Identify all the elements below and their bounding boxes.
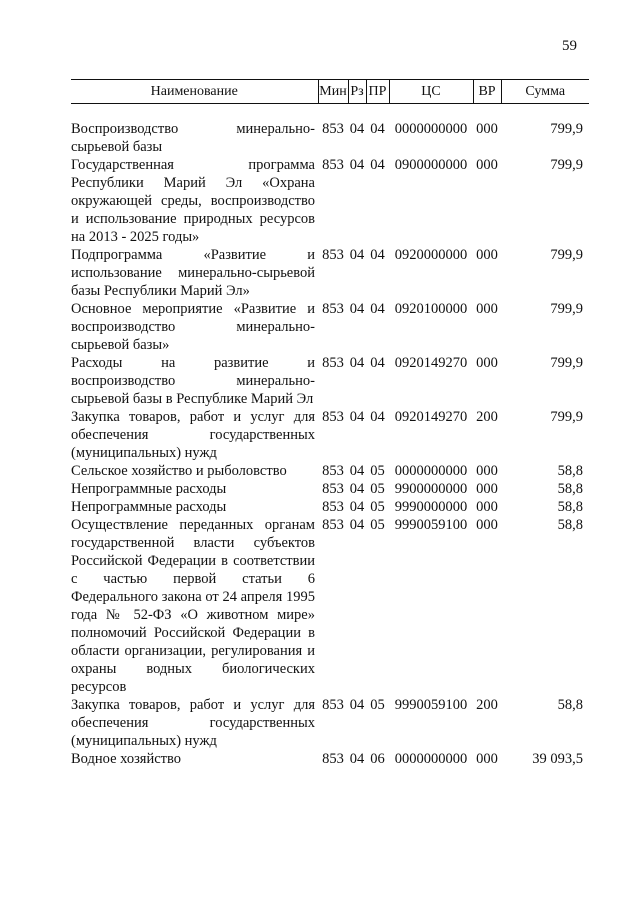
cell-sum: 799,9 [550, 121, 583, 137]
cell-cs: 9990000000 [394, 499, 468, 515]
table-row [71, 696, 589, 750]
cell-sum: 799,9 [550, 247, 583, 263]
cell-sum: 799,9 [550, 355, 583, 371]
header-min: Мин [318, 80, 348, 104]
cell-cs: 9900000000 [394, 481, 468, 497]
cell-cs: 0920149270 [394, 355, 468, 371]
cell-name: Непрограммные расходы [71, 499, 227, 515]
cell-sum: 58,8 [557, 463, 583, 479]
cell-pr: 04 [370, 247, 385, 263]
table-row [71, 156, 589, 246]
cell-vr: 200 [476, 409, 498, 425]
cell-sum: 799,9 [550, 157, 583, 173]
cell-name: Основное мероприятие «Развитие и воспроизводство минерально-сырьевой базы» [71, 301, 315, 353]
cell-vr: 000 [476, 499, 498, 515]
table-row [71, 354, 589, 408]
cell-min: 853 [322, 499, 344, 515]
cell-name: Закупка товаров, работ и услуг для обеспечения государственных (муниципальных) нужд [71, 409, 315, 461]
cell-rz: 04 [349, 301, 365, 317]
cell-pr: 05 [370, 499, 385, 515]
cell-min: 853 [322, 355, 344, 371]
cell-rz: 04 [349, 481, 365, 497]
cell-sum: 58,8 [557, 481, 583, 497]
cell-cs: 0000000000 [394, 121, 468, 137]
cell-min: 853 [322, 463, 344, 479]
table-row [71, 750, 589, 768]
cell-name: Непрограммные расходы [71, 481, 227, 497]
cell-cs: 0900000000 [394, 157, 468, 173]
cell-sum: 39 093,5 [532, 751, 583, 767]
cell-cs: 0920149270 [394, 409, 468, 425]
page-number: 59 [562, 38, 577, 54]
header-cs: ЦС [389, 80, 473, 104]
header-vr: ВР [473, 80, 501, 104]
cell-sum: 58,8 [557, 697, 583, 713]
cell-name: Закупка товаров, работ и услуг для обеспечения государственных (муниципальных) нужд [71, 697, 315, 749]
cell-rz: 04 [349, 157, 365, 173]
table-row [71, 300, 589, 354]
budget-table [71, 79, 589, 768]
cell-min: 853 [322, 517, 344, 533]
cell-rz: 04 [349, 409, 365, 425]
cell-name: Расходы на развитие и воспроизводство минерально-сырьевой базы в Республике Марий Эл [71, 355, 315, 407]
cell-pr: 05 [370, 517, 385, 533]
cell-pr: 04 [370, 409, 385, 425]
header-sum: Сумма [501, 80, 589, 104]
cell-vr: 000 [476, 481, 498, 497]
cell-vr: 000 [476, 157, 498, 173]
table-row [71, 462, 589, 480]
cell-vr: 200 [476, 697, 498, 713]
cell-cs: 0000000000 [394, 751, 468, 767]
cell-pr: 05 [370, 481, 385, 497]
cell-cs: 0000000000 [394, 463, 468, 479]
cell-sum: 799,9 [550, 409, 583, 425]
cell-pr: 04 [370, 301, 385, 317]
cell-vr: 000 [476, 463, 498, 479]
cell-name: Воспроизводство минерально-сырьевой базы [71, 121, 315, 155]
cell-pr: 05 [370, 697, 385, 713]
cell-min: 853 [322, 121, 344, 137]
table-row [71, 120, 589, 156]
cell-name: Сельское хозяйство и рыболовство [71, 463, 287, 479]
cell-vr: 000 [476, 355, 498, 371]
cell-min: 853 [322, 301, 344, 317]
cell-pr: 04 [370, 121, 385, 137]
table-row [71, 498, 589, 516]
cell-sum: 58,8 [557, 517, 583, 533]
cell-name: Водное хозяйство [71, 751, 182, 767]
cell-min: 853 [322, 247, 344, 263]
cell-rz: 04 [349, 517, 365, 533]
header-rz: Рз [348, 80, 366, 104]
table-row [71, 246, 589, 300]
cell-pr: 06 [370, 751, 385, 767]
cell-cs: 0920000000 [394, 247, 468, 263]
cell-name: Осуществление переданных органам государственной власти субъектов Российской Федерации в соответствии с частью первой статьи 6 Федерального закона от 24 апреля 1995 года № 52-ФЗ «О животном мире» полномочий Российской Федерации в области организации, регулирования и охраны водных биологических ресурсов [71, 517, 315, 695]
cell-rz: 04 [349, 697, 365, 713]
cell-vr: 000 [476, 751, 498, 767]
cell-cs: 9990059100 [394, 517, 468, 533]
cell-rz: 04 [349, 463, 365, 479]
table-row [71, 408, 589, 462]
cell-rz: 04 [349, 499, 365, 515]
cell-vr: 000 [476, 121, 498, 137]
cell-rz: 04 [349, 121, 365, 137]
table-row [71, 516, 589, 696]
cell-rz: 04 [349, 247, 365, 263]
table-header-row [71, 80, 589, 104]
cell-vr: 000 [476, 517, 498, 533]
header-name: Наименование [71, 80, 318, 104]
cell-rz: 04 [349, 355, 365, 371]
cell-pr: 04 [370, 157, 385, 173]
cell-min: 853 [322, 157, 344, 173]
cell-vr: 000 [476, 247, 498, 263]
cell-pr: 05 [370, 463, 385, 479]
cell-name: Государственная программа Республики Марий Эл «Охрана окружающей среды, воспроизводство и использование природных ресурсов на 2013 - 2025 годы» [71, 157, 315, 245]
cell-sum: 58,8 [557, 499, 583, 515]
cell-cs: 9990059100 [394, 697, 468, 713]
cell-vr: 000 [476, 301, 498, 317]
cell-min: 853 [322, 697, 344, 713]
cell-name: Подпрограмма «Развитие и использование минерально-сырьевой базы Республики Марий Эл» [71, 247, 315, 299]
cell-min: 853 [322, 751, 344, 767]
header-pr: ПР [366, 80, 389, 104]
cell-min: 853 [322, 409, 344, 425]
cell-min: 853 [322, 481, 344, 497]
cell-pr: 04 [370, 355, 385, 371]
table-row [71, 480, 589, 498]
cell-sum: 799,9 [550, 301, 583, 317]
cell-cs: 0920100000 [394, 301, 468, 317]
cell-rz: 04 [349, 751, 365, 767]
